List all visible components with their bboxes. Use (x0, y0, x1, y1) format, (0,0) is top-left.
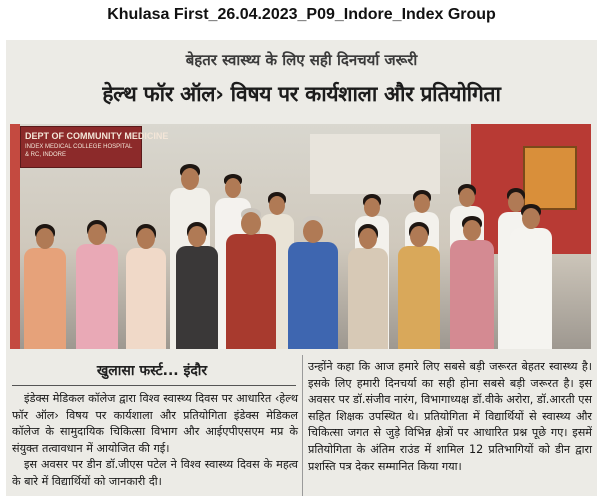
newspaper-clipping (6, 40, 597, 496)
article-column-right (308, 359, 592, 475)
department-banner (20, 126, 169, 168)
person-figure (288, 216, 338, 349)
byline-divider (12, 385, 296, 386)
article-subheadline: बेहतर स्वास्थ्य के लिए सही दिनचर्या जरूरी (185, 51, 418, 69)
article-paragraph: इस अवसर पर डीन डॉ.जीएस पटेल ने विश्व स्वास्थ्य दिवस के महत्व के बारे में विद्यार्थियों को जानकारी दी। (12, 458, 298, 488)
person-figure (510, 204, 552, 349)
person-figure (398, 222, 440, 349)
photo-wall-left (10, 124, 20, 349)
person-figure (226, 208, 276, 349)
article-headline: हेल्थ फॉर ऑल› विषय पर कार्यशाला और प्रतियोगिता (102, 82, 501, 106)
column-divider (302, 355, 303, 496)
banner-title: DEPT OF COMMUNITY MEDICINE (25, 131, 169, 141)
photo-whiteboard (310, 134, 440, 194)
article-paragraph: इंडेक्स मेडिकल कॉलेज द्वारा विश्व स्वास्थ्य दिवस पर आधारित ‹हेल्थ फॉर ऑल› विषय पर कार्यशाला और प्रतियोगिता इंडेक्स मेडिकल कॉलेज के सामुदायिक चिकित्सा विभाग और आईएपीएसएम मप्र के संयुक्त तत्वावधान में आयोजित की गई। (12, 392, 298, 455)
person-figure (348, 224, 388, 349)
group-photo (10, 124, 591, 349)
article-byline: खुलासा फर्स्ट... इंदौर (96, 363, 208, 379)
person-figure (450, 216, 494, 349)
banner-subtitle: INDEX MEDICAL COLLEGE HOSPITAL & RC, INDORE (25, 144, 133, 158)
person-figure (24, 224, 66, 349)
article-column-left (12, 391, 298, 491)
article-body (6, 355, 597, 496)
person-figure (126, 224, 166, 349)
person-figure (176, 222, 218, 349)
article-paragraph: उन्होंने कहा कि आज हमारे लिए सबसे बड़ी जरूरत बेहतर स्वास्थ्य है। इसके लिए हमारी दिनचर्या का सही होना सबसे बड़ी जरूरत है। इस अवसर पर डॉ.संजीव नारंग, विभागाध्यक्ष डॉ.वीके अरोरा, डॉ.आरती एस सहित शिक्षक उपस्थित थे। प्रतियोगिता में विद्यार्थियों से स्वास्थ्य और चिकित्सा जगत से जुड़े विभिन्न क्षेत्रों पर आधारित प्रश्न पूछे गए। इसमें प्रतियोगिता के अंतिम राउंड में शामिल 12 प्रतिभागियों को डीन द्वारा प्रशस्ति पत्र देकर सम्मानित किया गया। (308, 360, 592, 473)
document-caption: Khulasa First_26.04.2023_P09_Indore_Index Group (107, 6, 496, 23)
person-figure (76, 220, 118, 349)
